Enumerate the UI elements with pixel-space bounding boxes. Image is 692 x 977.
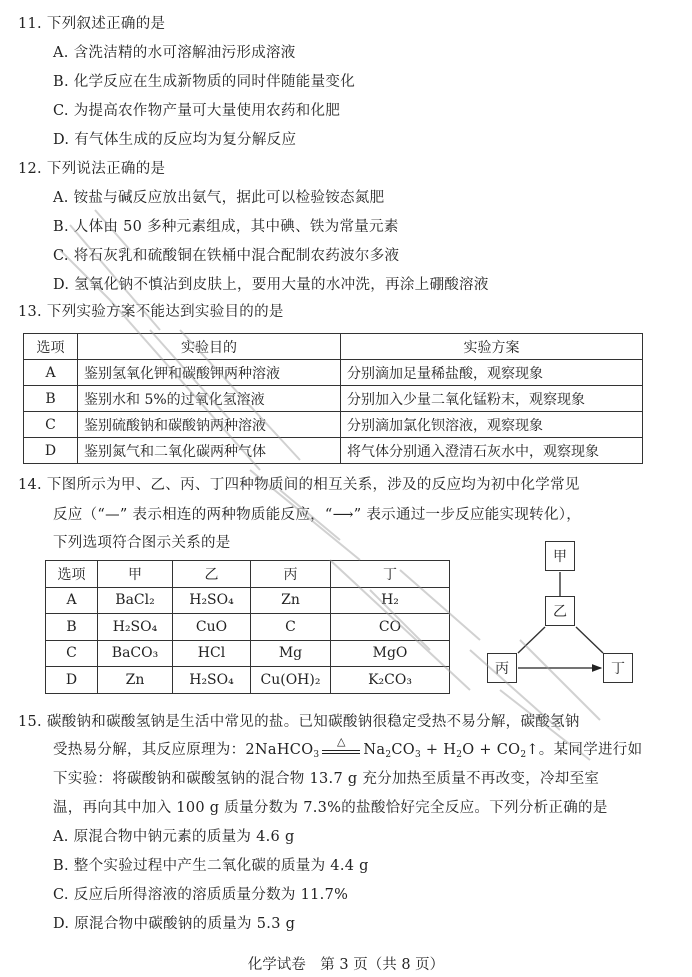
table-cell: 鉴别氮气和二氧化碳两种气体 bbox=[78, 438, 341, 464]
q13-table bbox=[23, 333, 643, 464]
table-header: 丙 bbox=[251, 561, 331, 588]
q12-option-b[interactable] bbox=[53, 217, 399, 237]
table-cell: C bbox=[46, 640, 98, 667]
table-cell: K₂CO₃ bbox=[331, 667, 450, 694]
table-header: 实验方案 bbox=[341, 334, 643, 360]
q15-option-c[interactable] bbox=[53, 885, 348, 905]
q13-number: 13. bbox=[18, 304, 42, 320]
option-label: D. bbox=[53, 916, 70, 932]
option-text: 铵盐与碱反应放出氨气，据此可以检验铵态氮肥 bbox=[73, 190, 385, 206]
q11-option-b[interactable] bbox=[53, 72, 355, 92]
table-row bbox=[24, 438, 643, 464]
table-cell: HCl bbox=[173, 640, 251, 667]
text: ↑。某同学进行如 bbox=[526, 742, 643, 758]
option-text: 含洗洁精的水可溶解油污形成溶液 bbox=[73, 45, 296, 61]
option-text: 反应后所得溶液的溶质质量分数为 11.7% bbox=[73, 887, 349, 903]
table-header-row bbox=[46, 561, 450, 588]
table-cell: MgO bbox=[331, 640, 450, 667]
option-label: D. bbox=[53, 277, 70, 293]
q14-stem-text: 下图所示为甲、乙、丙、丁四种物质间的相互关系，涉及的反应均为初中化学常见 bbox=[46, 477, 580, 493]
option-label: D. bbox=[53, 132, 70, 148]
q12-option-a[interactable] bbox=[53, 188, 384, 208]
table-cell: H₂ bbox=[331, 587, 450, 614]
q11-stem-text: 下列叙述正确的是 bbox=[46, 16, 166, 32]
option-text: 将石灰乳和硫酸铜在铁桶中混合配制农药波尔多液 bbox=[73, 248, 400, 264]
subscript: 2 bbox=[385, 750, 392, 760]
option-label: C. bbox=[53, 103, 69, 119]
table-header: 选项 bbox=[24, 334, 78, 360]
delta-heat-icon: △ bbox=[337, 735, 346, 748]
heating-condition-equals-sign bbox=[322, 735, 360, 758]
table-cell: CuO bbox=[173, 614, 251, 641]
q15-number: 15. bbox=[18, 714, 42, 730]
table-cell: H₂SO₄ bbox=[173, 587, 251, 614]
table-row bbox=[24, 360, 643, 386]
q15-stem-line-1 bbox=[18, 712, 580, 732]
table-cell: Zn bbox=[98, 667, 173, 694]
q15-option-d[interactable] bbox=[53, 914, 295, 934]
table-cell: 分别加入少量二氧化锰粉末，观察现象 bbox=[341, 386, 643, 412]
table-row bbox=[46, 587, 450, 614]
q12-option-c[interactable] bbox=[53, 246, 399, 266]
q12-stem-text: 下列说法正确的是 bbox=[46, 161, 166, 177]
q14-number: 14. bbox=[18, 477, 42, 493]
subscript: 2 bbox=[456, 750, 463, 760]
table-row bbox=[46, 667, 450, 694]
text: O + CO bbox=[462, 742, 521, 758]
q11-option-c[interactable] bbox=[53, 101, 340, 121]
option-label: A. bbox=[53, 829, 69, 845]
q15-stem-line-4: 温，再向其中加入 100 g 质量分数为 7.3%的盐酸恰好完全反应。下列分析正确的是 bbox=[53, 800, 608, 816]
table-cell: 鉴别硫酸钠和碳酸钠两种溶液 bbox=[78, 412, 341, 438]
option-text: 有气体生成的反应均为复分解反应 bbox=[74, 132, 297, 148]
q14-stem-line-1 bbox=[18, 475, 580, 495]
table-header: 选项 bbox=[46, 561, 98, 588]
table-cell: B bbox=[24, 386, 78, 412]
table-header: 实验目的 bbox=[78, 334, 341, 360]
table-row bbox=[24, 386, 643, 412]
table-header: 乙 bbox=[173, 561, 251, 588]
q14-stem-line-3: 下列选项符合图示关系的是 bbox=[53, 535, 231, 551]
option-label: C. bbox=[53, 248, 69, 264]
table-cell: C bbox=[24, 412, 78, 438]
text: 受热易分解，其反应原理为：2NaHCO bbox=[53, 742, 314, 758]
node-yi: 乙 bbox=[545, 596, 575, 626]
table-row bbox=[24, 412, 643, 438]
q13-stem bbox=[18, 302, 284, 322]
table-cell: BaCl₂ bbox=[98, 587, 173, 614]
q11-option-d[interactable] bbox=[53, 130, 296, 150]
table-cell: Mg bbox=[251, 640, 331, 667]
table-header-row bbox=[24, 334, 643, 360]
table-cell: H₂SO₄ bbox=[173, 667, 251, 694]
q13-stem-text: 下列实验方案不能达到实验目的的是 bbox=[46, 304, 284, 320]
node-ding: 丁 bbox=[603, 653, 633, 683]
line-yi-ding bbox=[576, 627, 603, 653]
q15-option-b[interactable] bbox=[53, 856, 369, 876]
table-cell: 将气体分别通入澄清石灰水中，观察现象 bbox=[341, 438, 643, 464]
line-yi-bing bbox=[518, 627, 545, 653]
table-row bbox=[46, 640, 450, 667]
q12-stem bbox=[18, 159, 165, 179]
text: Na bbox=[363, 742, 386, 758]
table-cell: Zn bbox=[251, 587, 331, 614]
subscript: 3 bbox=[414, 750, 422, 760]
option-text: 整个实验过程中产生二氧化碳的质量为 4.4 g bbox=[73, 858, 369, 874]
q14-stem-line-2: 反应（“—” 表示相连的两种物质能反应，“⟶” 表示通过一步反应能实现转化）， bbox=[53, 507, 582, 523]
table-cell: BaCO₃ bbox=[98, 640, 173, 667]
q12-number: 12. bbox=[18, 161, 42, 177]
q14-relation-diagram bbox=[470, 530, 670, 700]
option-label: A. bbox=[53, 45, 69, 61]
option-text: 人体由 50 多种元素组成，其中碘、铁为常量元素 bbox=[73, 219, 399, 235]
option-label: A. bbox=[53, 190, 69, 206]
option-text: 原混合物中钠元素的质量为 4.6 g bbox=[73, 829, 295, 845]
table-cell: D bbox=[46, 667, 98, 694]
table-cell: 分别滴加足量稀盐酸，观察现象 bbox=[341, 360, 643, 386]
table-cell: B bbox=[46, 614, 98, 641]
subscript: 3 bbox=[313, 750, 320, 760]
option-label: B. bbox=[53, 219, 69, 235]
table-cell: 鉴别氢氧化钾和碳酸钾两种溶液 bbox=[78, 360, 341, 386]
subscript: 2 bbox=[520, 750, 527, 760]
q12-option-d[interactable] bbox=[53, 275, 489, 295]
option-label: B. bbox=[53, 858, 69, 874]
text: + H bbox=[421, 742, 457, 758]
page-footer: 化学试卷 第 3 页（共 8 页） bbox=[247, 957, 445, 973]
table-cell: CO bbox=[331, 614, 450, 641]
option-label: B. bbox=[53, 74, 69, 90]
table-cell: A bbox=[46, 587, 98, 614]
q15-stem-line-3: 下实验：将碳酸钠和碳酸氢钠的混合物 13.7 g 充分加热至质量不再改变，冷却至室 bbox=[53, 771, 600, 787]
table-cell: A bbox=[24, 360, 78, 386]
q11-option-a[interactable] bbox=[53, 43, 296, 63]
option-text: 原混合物中碳酸钠的质量为 5.3 g bbox=[74, 916, 296, 932]
text: CO bbox=[391, 742, 415, 758]
option-text: 化学反应在生成新物质的同时伴随能量变化 bbox=[73, 74, 355, 90]
table-header: 甲 bbox=[98, 561, 173, 588]
table-cell: H₂SO₄ bbox=[98, 614, 173, 641]
q11-number: 11. bbox=[18, 16, 42, 32]
q15-option-a[interactable] bbox=[53, 827, 295, 847]
table-cell: 鉴别水和 5%的过氧化氢溶液 bbox=[78, 386, 341, 412]
q11-stem bbox=[18, 14, 165, 34]
q15-stem-text: 碳酸钠和碳酸氢钠是生活中常见的盐。已知碳酸钠很稳定受热不易分解，碳酸氢钠 bbox=[46, 714, 580, 730]
table-header: 丁 bbox=[331, 561, 450, 588]
node-bing: 丙 bbox=[487, 653, 517, 683]
option-text: 为提高农作物产量可大量使用农药和化肥 bbox=[73, 103, 341, 119]
table-row bbox=[46, 614, 450, 641]
q14-table bbox=[45, 560, 450, 694]
q15-stem-line-2-equation bbox=[53, 735, 643, 760]
table-cell: Cu(OH)₂ bbox=[251, 667, 331, 694]
table-cell: C bbox=[251, 614, 331, 641]
table-cell: 分别滴加氯化钡溶液，观察现象 bbox=[341, 412, 643, 438]
table-cell: D bbox=[24, 438, 78, 464]
option-text: 氢氧化钠不慎沾到皮肤上，要用大量的水冲洗，再涂上硼酸溶液 bbox=[74, 277, 489, 293]
node-jia: 甲 bbox=[545, 541, 575, 571]
option-label: C. bbox=[53, 887, 69, 903]
